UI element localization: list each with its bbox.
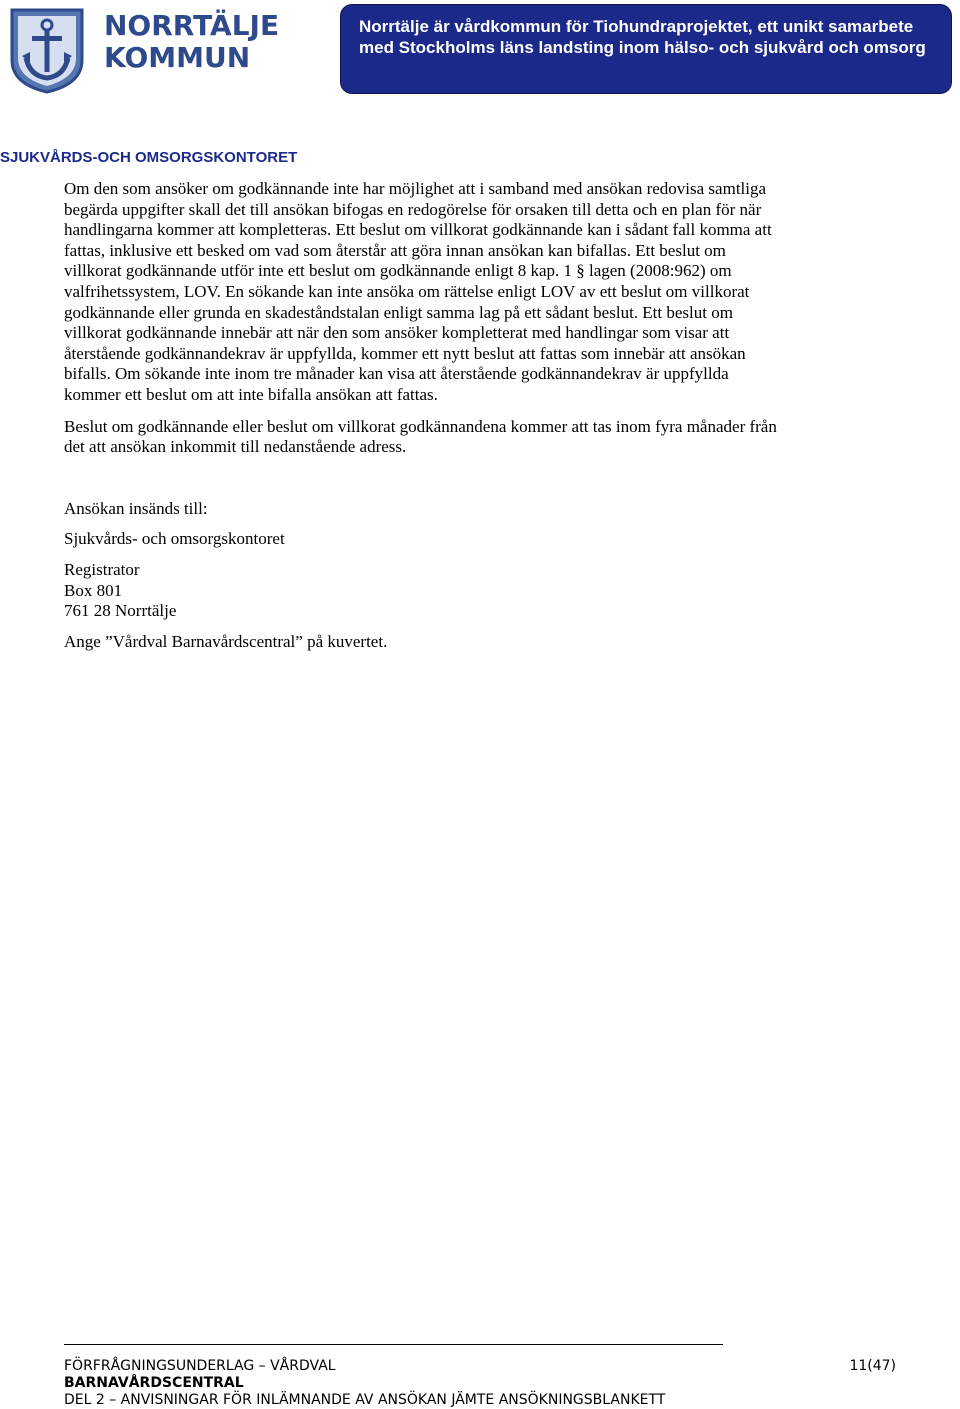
submission-office: Sjukvårds- och omsorgskontoret — [64, 529, 285, 549]
footer-document-title: BARNAVÅRDSCENTRAL — [64, 1375, 244, 1391]
logo-wordmark-line1: NORRTÄLJE — [104, 9, 280, 42]
address-line-postcode: 761 28 Norrtälje — [64, 601, 177, 621]
page-footer — [64, 1358, 904, 1409]
banner-text: Norrtälje är vårdkommun för Tiohundraprojektet, ett unikt samarbete med Stockholms läns landsting inom hälso- och sjukvård och omsorg — [359, 17, 926, 57]
footer-section-title: DEL 2 – ANVISNINGAR FÖR INLÄMNANDE AV ANSÖKAN JÄMTE ANSÖKNINGSBLANKETT — [64, 1392, 666, 1408]
document-body — [64, 179, 784, 662]
address-line-box: Box 801 — [64, 580, 123, 600]
anchor-shield-icon — [8, 6, 86, 94]
norrtalje-kommun-logo — [8, 6, 280, 96]
department-heading: SJUKVÅRDS-OCH OMSORGSKONTORET — [0, 149, 298, 166]
submission-heading: Ansökan insänds till: — [64, 498, 208, 518]
envelope-note: Ange ”Vårdval Barnavårdscentral” på kuvertet. — [64, 631, 388, 651]
page-number: 11(47) — [849, 1358, 896, 1374]
conditional-approval-paragraph: Om den som ansöker om godkännande inte har möjlighet att i samband med ansökan redovisa samtliga begärda uppgifter skall det till ansökan bifogas en redogörelse för orsaken till detta och en plan för när handlingarna kommer att kompletteras. Ett beslut om villkorat godkännande kan i sådant fall komma att fattas, inklusive ett besked om vad som återstår att göra innan ansökan kan bifallas. Ett beslut om villkorat godkännande utför inte ett beslut om godkännande enligt 8 kap. 1 § lagen (2008:962) om valfrihetssystem, LOV. En sökande kan inte ansöka om rättelse enligt LOV av ett beslut om villkorat godkännande eller grunda en skadeståndstalan enligt samma lag på ett sådant beslut. Ett beslut om villkorat godkännande innebär att när den som ansöker kompletterat med handlingar som visar att återstående godkännandekrav är uppfyllda, kommer ett nytt beslut att fattas som innebär att ansökan bifalls. Om sökande inte inom tre månader kan visa att återstående godkännandekrav är uppfyllda kommer ett beslut om att inte bifalla ansökan att fattas. — [64, 179, 772, 404]
submission-address-block — [64, 499, 784, 653]
address-line-registrator: Registrator — [64, 559, 140, 579]
footer-document-type: FÖRFRÅGNINGSUNDERLAG – VÅRDVAL — [64, 1358, 336, 1374]
footer-divider — [64, 1344, 723, 1345]
header-banner — [340, 4, 952, 94]
postal-address — [64, 560, 784, 622]
decision-timeline-paragraph: Beslut om godkännande eller beslut om villkorat godkännandena kommer att tas inom fyra månader från det att ansökan inkommit till nedanstående adress. — [64, 416, 777, 457]
logo-wordmark-line2: KOMMUN — [104, 41, 251, 74]
